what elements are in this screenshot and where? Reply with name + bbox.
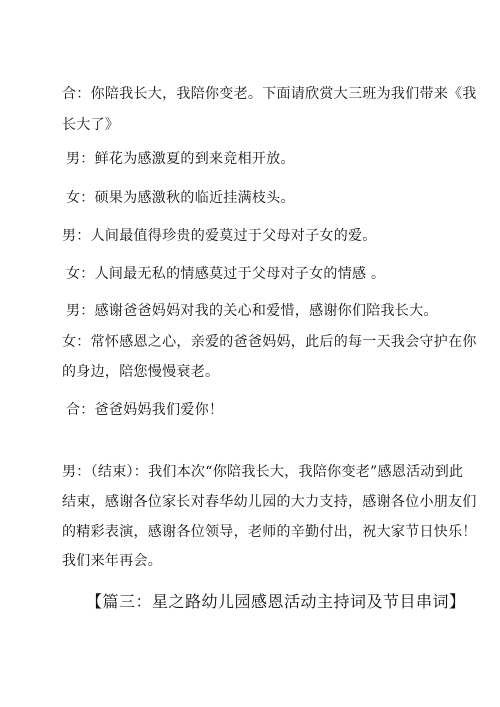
text-line: 男：鲜花为感激夏的到来竞相开放。 bbox=[66, 151, 295, 167]
text-line: 的身边，陪您慢慢衰老。 bbox=[62, 364, 220, 380]
text-line: 合：爸爸妈妈我们爱你！ bbox=[66, 402, 224, 418]
text-line: 结束，感谢各位家长对春华幼儿园的大力支持，感谢各位小朋友们 bbox=[62, 494, 477, 510]
text-line: 女：人间最无私的情感莫过于父母对子女的情感 。 bbox=[66, 266, 386, 282]
text-line: 女：硕果为感激秋的临近挂满枝头。 bbox=[66, 190, 295, 206]
text-line: 的精彩表演，感谢各位领导，老师的辛勤付出，祝大家节日快乐！ bbox=[62, 524, 477, 540]
section-heading: 【篇三：星之路幼儿园感恩活动主持词及节目串词】 bbox=[86, 592, 466, 611]
text-line: 我们来年再会。 bbox=[62, 553, 163, 569]
text-line: 男：人间最值得珍贵的爱莫过于父母对子女的爱。 bbox=[62, 228, 377, 244]
text-line: 男：感谢爸爸妈妈对我的关心和爱惜，感谢你们陪我长大。 bbox=[66, 303, 438, 319]
text-line: 长大了》 bbox=[62, 117, 120, 133]
text-line: 合：你陪我长大，我陪你变老。下面请欣赏大三班为我们带来《我 bbox=[62, 86, 477, 102]
text-line: 女：常怀感恩之心，亲爱的爸爸妈妈，此后的每一天我会守护在你 bbox=[62, 334, 477, 350]
text-line: 男：（结束）：我们本次“你陪我长大，我陪你变老”感恩活动到此 bbox=[62, 464, 464, 480]
